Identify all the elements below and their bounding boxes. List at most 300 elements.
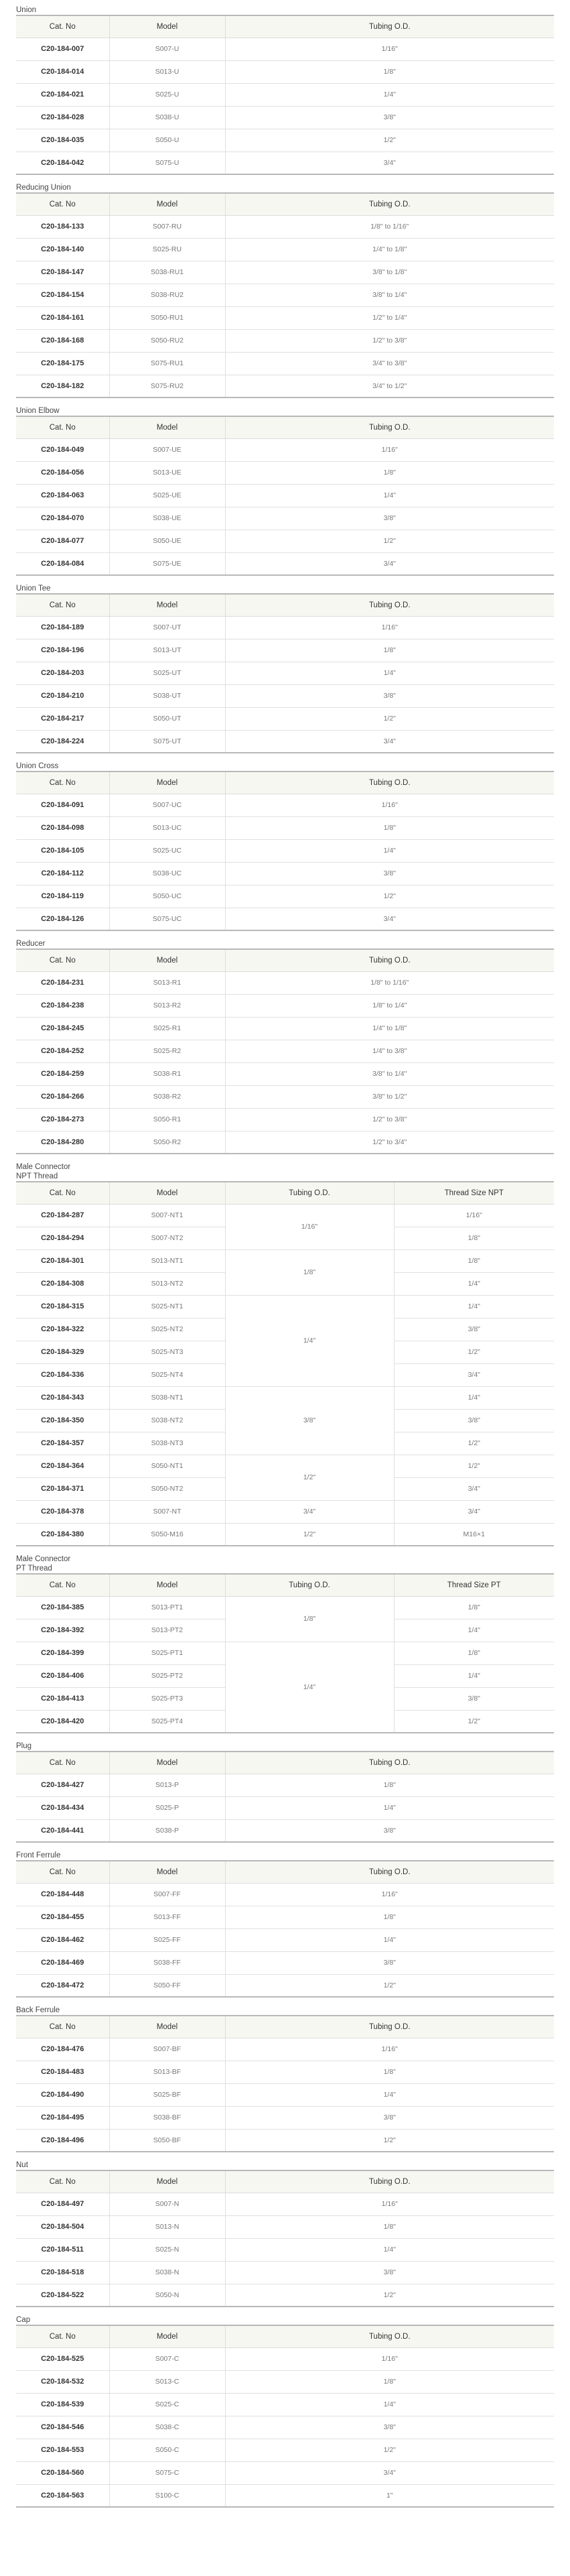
model-cell: S013-R2 [109, 994, 225, 1017]
cat-no-cell: C20-184-252 [16, 1040, 109, 1062]
section-title: Union Tee [16, 585, 51, 593]
model-cell: S075-RU2 [109, 375, 225, 397]
section-title: Cap [16, 2316, 31, 2324]
model-cell: S100-C [109, 2484, 225, 2507]
model-cell: S025-U [109, 83, 225, 106]
table-row [16, 1204, 554, 1227]
model-header: Model [109, 1574, 225, 1596]
cat-no-cell: C20-184-105 [16, 839, 109, 862]
cat-no-cell: C20-184-014 [16, 60, 109, 83]
model-cell: S007-UT [109, 616, 225, 639]
table-row [16, 1455, 554, 1477]
table-row [16, 2370, 554, 2393]
cat-no-cell: C20-184-112 [16, 862, 109, 885]
table-row [16, 106, 554, 129]
model-cell: S038-UC [109, 862, 225, 885]
table-row [16, 616, 554, 639]
model-cell: S050-UT [109, 707, 225, 730]
model-cell: S075-UE [109, 552, 225, 575]
cat-no-cell: C20-184-035 [16, 129, 109, 151]
tubing-cell: 1/8" [225, 2061, 554, 2083]
table-row [16, 2106, 554, 2129]
model-cell: S013-BF [109, 2061, 225, 2083]
model-cell: S038-R2 [109, 1085, 225, 1108]
spec-table [16, 192, 554, 398]
tubing-header: Tubing O.D. [225, 15, 554, 38]
table-row [16, 329, 554, 352]
catalog-page [16, 0, 554, 2508]
thread-size-cell: 1/8" [394, 1249, 554, 1272]
section-title: Plug [16, 1742, 32, 1750]
tubing-cell: 1/4" [225, 1295, 394, 1386]
header-row [16, 1861, 554, 1883]
thread-size-cell: 1/2" [394, 1432, 554, 1455]
cat-no-cell: C20-184-077 [16, 530, 109, 552]
table-row [16, 507, 554, 530]
tubing-cell: 1/2" [225, 885, 554, 908]
cat-no-cell: C20-184-364 [16, 1455, 109, 1477]
table-row [16, 1500, 554, 1523]
thread-size-cell: 1/8" [394, 1596, 554, 1619]
table-row [16, 816, 554, 839]
table-row [16, 2061, 554, 2083]
spec-table [16, 416, 554, 576]
model-cell: S038-NT3 [109, 1432, 225, 1455]
model-cell: S050-RU1 [109, 306, 225, 329]
spec-table [16, 2015, 554, 2152]
tubing-header: Tubing O.D. [225, 2325, 554, 2347]
tubing-cell: 1/2" [225, 2284, 554, 2307]
tubing-cell: 1/4" [225, 2083, 554, 2106]
tubing-cell: 3/8" to 1/2" [225, 1085, 554, 1108]
spec-table [16, 2170, 554, 2307]
table-row [16, 306, 554, 329]
model-cell: S025-NT2 [109, 1318, 225, 1341]
model-cell: S013-FF [109, 1906, 225, 1928]
model-cell: S007-RU [109, 215, 225, 238]
table-row [16, 908, 554, 930]
thread-size-cell: 1/8" [394, 1227, 554, 1249]
model-cell: S007-BF [109, 2038, 225, 2061]
model-header: Model [109, 1752, 225, 1774]
cat-no-header: Cat. No [16, 1861, 109, 1883]
tubing-cell: 1/8" [225, 639, 554, 662]
cat-no-cell: C20-184-042 [16, 151, 109, 174]
table-row [16, 284, 554, 306]
model-cell: S050-RU2 [109, 329, 225, 352]
model-header: Model [109, 949, 225, 971]
cat-no-cell: C20-184-224 [16, 730, 109, 753]
header-row [16, 772, 554, 794]
tubing-cell: 3/8" [225, 2416, 554, 2439]
tubing-cell: 1/8" [225, 2370, 554, 2393]
cat-no-cell: C20-184-007 [16, 38, 109, 60]
model-cell: S013-N [109, 2215, 225, 2238]
table-row [16, 1017, 554, 1040]
tubing-header: Tubing O.D. [225, 1574, 394, 1596]
model-cell: S007-U [109, 38, 225, 60]
cat-no-cell: C20-184-259 [16, 1062, 109, 1085]
table-row [16, 2193, 554, 2215]
model-cell: S038-N [109, 2261, 225, 2284]
model-cell: S038-NT1 [109, 1386, 225, 1409]
cat-no-cell: C20-184-189 [16, 616, 109, 639]
thread-size-cell: 3/8" [394, 1409, 554, 1432]
tubing-cell: 1/2" [225, 1455, 394, 1500]
cat-no-cell: C20-184-203 [16, 662, 109, 684]
table-row [16, 129, 554, 151]
cat-no-header: Cat. No [16, 772, 109, 794]
model-cell: S025-PT2 [109, 1664, 225, 1687]
model-cell: S013-UC [109, 816, 225, 839]
section-title: Union [16, 6, 37, 14]
header-row [16, 949, 554, 971]
model-cell: S025-FF [109, 1928, 225, 1951]
model-cell: S025-PT1 [109, 1642, 225, 1664]
cat-no-cell: C20-184-329 [16, 1341, 109, 1363]
cat-no-cell: C20-184-413 [16, 1687, 109, 1710]
model-cell: S050-BF [109, 2129, 225, 2152]
model-cell: S013-UE [109, 461, 225, 484]
cat-no-cell: C20-184-427 [16, 1774, 109, 1796]
table-row [16, 839, 554, 862]
header-row [16, 2016, 554, 2038]
cat-no-cell: C20-184-091 [16, 794, 109, 816]
tubing-cell: 1/8" [225, 60, 554, 83]
tubing-header: Tubing O.D. [225, 772, 554, 794]
section-title-text: Male Connector [16, 1163, 71, 1171]
tubing-cell: 3/8" [225, 1386, 394, 1455]
tubing-cell: 1/8" [225, 461, 554, 484]
model-cell: S038-FF [109, 1951, 225, 1974]
model-cell: S075-C [109, 2461, 225, 2484]
spec-table [16, 1181, 554, 1546]
cat-no-cell: C20-184-175 [16, 352, 109, 375]
thread-size-cell: 3/8" [394, 1687, 554, 1710]
table-row [16, 83, 554, 106]
cat-no-cell: C20-184-140 [16, 238, 109, 261]
model-cell: S050-NT1 [109, 1455, 225, 1477]
cat-no-cell: C20-184-385 [16, 1596, 109, 1619]
cat-no-cell: C20-184-168 [16, 329, 109, 352]
table-row [16, 1928, 554, 1951]
table-row [16, 1796, 554, 1819]
table-row [16, 2393, 554, 2416]
model-header: Model [109, 2016, 225, 2038]
tubing-cell: 3/8" [225, 2261, 554, 2284]
model-cell: S013-R1 [109, 971, 225, 994]
tubing-cell: 1/2" to 1/4" [225, 306, 554, 329]
cat-no-cell: C20-184-231 [16, 971, 109, 994]
table-row [16, 1951, 554, 1974]
cat-no-cell: C20-184-056 [16, 461, 109, 484]
model-cell: S050-U [109, 129, 225, 151]
tubing-cell: 3/4" [225, 1500, 394, 1523]
thread-size-cell: 3/4" [394, 1500, 554, 1523]
cat-no-cell: C20-184-371 [16, 1477, 109, 1500]
tubing-cell: 1/16" [225, 438, 554, 461]
section-title: Reducer [16, 940, 46, 948]
spec-table [16, 771, 554, 931]
table-row [16, 1819, 554, 1842]
model-cell: S050-NT2 [109, 1477, 225, 1500]
cat-no-cell: C20-184-462 [16, 1928, 109, 1951]
thread-size-cell: 1/16" [394, 1204, 554, 1227]
tubing-cell: 3/8" to 1/4" [225, 284, 554, 306]
model-cell: S038-RU2 [109, 284, 225, 306]
model-cell: S025-P [109, 1796, 225, 1819]
cat-no-cell: C20-184-563 [16, 2484, 109, 2507]
thread-size-cell: 1/4" [394, 1386, 554, 1409]
cat-no-cell: C20-184-028 [16, 106, 109, 129]
model-header: Model [109, 416, 225, 438]
spec-table [16, 1751, 554, 1843]
model-cell: S007-NT2 [109, 1227, 225, 1249]
table-row [16, 2347, 554, 2370]
thread-size-cell: 3/4" [394, 1477, 554, 1500]
spec-table [16, 15, 554, 175]
model-cell: S025-NT1 [109, 1295, 225, 1318]
model-cell: S013-PT1 [109, 1596, 225, 1619]
table-row [16, 794, 554, 816]
table-row [16, 1386, 554, 1409]
tubing-cell: 1/16" [225, 2193, 554, 2215]
table-row [16, 2238, 554, 2261]
cat-no-cell: C20-184-315 [16, 1295, 109, 1318]
cat-no-cell: C20-184-287 [16, 1204, 109, 1227]
cat-no-header: Cat. No [16, 2170, 109, 2193]
tubing-header: Tubing O.D. [225, 594, 554, 616]
model-cell: S007-UE [109, 438, 225, 461]
model-cell: S038-BF [109, 2106, 225, 2129]
model-header: Model [109, 1861, 225, 1883]
thread-size-cell: 1/4" [394, 1619, 554, 1642]
model-cell: S025-RU [109, 238, 225, 261]
table-row [16, 1108, 554, 1131]
cat-no-cell: C20-184-161 [16, 306, 109, 329]
cat-no-cell: C20-184-084 [16, 552, 109, 575]
table-row [16, 1085, 554, 1108]
table-row [16, 1774, 554, 1796]
thread-size-header: Thread Size NPT [394, 1182, 554, 1204]
tubing-cell: 1/8" to 1/16" [225, 971, 554, 994]
tubing-cell: 1/2" [225, 1523, 394, 1546]
table-row [16, 730, 554, 753]
cat-no-cell: C20-184-070 [16, 507, 109, 530]
model-cell: S007-NT1 [109, 1204, 225, 1227]
cat-no-header: Cat. No [16, 193, 109, 215]
model-header: Model [109, 2325, 225, 2347]
tubing-header: Tubing O.D. [225, 416, 554, 438]
section-title: Front Ferrule [16, 1851, 61, 1859]
thread-size-cell: 1/2" [394, 1341, 554, 1363]
table-row [16, 375, 554, 397]
cat-no-cell: C20-184-406 [16, 1664, 109, 1687]
header-row [16, 15, 554, 38]
table-row [16, 1295, 554, 1318]
spec-table [16, 2325, 554, 2508]
model-cell: S075-U [109, 151, 225, 174]
model-cell: S038-R1 [109, 1062, 225, 1085]
tubing-cell: 1/4" to 1/8" [225, 1017, 554, 1040]
tubing-header: Tubing O.D. [225, 949, 554, 971]
cat-no-header: Cat. No [16, 594, 109, 616]
table-row [16, 438, 554, 461]
cat-no-header: Cat. No [16, 15, 109, 38]
cat-no-cell: C20-184-021 [16, 83, 109, 106]
cat-no-cell: C20-184-434 [16, 1796, 109, 1819]
cat-no-cell: C20-184-546 [16, 2416, 109, 2439]
cat-no-cell: C20-184-357 [16, 1432, 109, 1455]
cat-no-cell: C20-184-455 [16, 1906, 109, 1928]
cat-no-cell: C20-184-448 [16, 1883, 109, 1906]
cat-no-cell: C20-184-343 [16, 1386, 109, 1409]
table-row [16, 352, 554, 375]
model-cell: S013-C [109, 2370, 225, 2393]
model-cell: S013-P [109, 1774, 225, 1796]
model-header: Model [109, 193, 225, 215]
table-row [16, 38, 554, 60]
cat-no-cell: C20-184-483 [16, 2061, 109, 2083]
table-row [16, 2215, 554, 2238]
header-row [16, 2325, 554, 2347]
tubing-cell: 1/2" [225, 129, 554, 151]
tubing-cell: 1/8" to 1/16" [225, 215, 554, 238]
model-header: Model [109, 2170, 225, 2193]
tubing-cell: 1/8" [225, 2215, 554, 2238]
table-row [16, 2416, 554, 2439]
model-cell: S038-P [109, 1819, 225, 1842]
model-cell: S050-UC [109, 885, 225, 908]
table-row [16, 994, 554, 1017]
tubing-cell: 1/16" [225, 38, 554, 60]
model-cell: S075-RU1 [109, 352, 225, 375]
tubing-header: Tubing O.D. [225, 2016, 554, 2038]
thread-size-cell: 1/2" [394, 1455, 554, 1477]
table-row [16, 1596, 554, 1619]
cat-no-cell: C20-184-273 [16, 1108, 109, 1131]
thread-size-cell: 3/8" [394, 1318, 554, 1341]
table-row [16, 662, 554, 684]
cat-no-cell: C20-184-182 [16, 375, 109, 397]
tubing-cell: 1/8" [225, 1596, 394, 1642]
tubing-cell: 3/4" [225, 730, 554, 753]
tubing-cell: 3/8" to 1/8" [225, 261, 554, 284]
cat-no-cell: C20-184-441 [16, 1819, 109, 1842]
tubing-cell: 1/8" to 1/4" [225, 994, 554, 1017]
tubing-cell: 1/2" [225, 2439, 554, 2461]
tubing-header: Tubing O.D. [225, 1861, 554, 1883]
table-row [16, 1523, 554, 1546]
table-row [16, 1974, 554, 1997]
model-cell: S050-UE [109, 530, 225, 552]
tubing-cell: 3/8" [225, 1819, 554, 1842]
cat-no-cell: C20-184-392 [16, 1619, 109, 1642]
cat-no-cell: C20-184-525 [16, 2347, 109, 2370]
cat-no-cell: C20-184-420 [16, 1710, 109, 1733]
spec-table [16, 1573, 554, 1733]
model-cell: S025-UE [109, 484, 225, 507]
table-row [16, 151, 554, 174]
cat-no-cell: C20-184-378 [16, 1500, 109, 1523]
tubing-cell: 1/2" [225, 707, 554, 730]
cat-no-cell: C20-184-504 [16, 2215, 109, 2238]
tubing-cell: 3/8" [225, 106, 554, 129]
cat-no-cell: C20-184-147 [16, 261, 109, 284]
tubing-cell: 1/4" [225, 1796, 554, 1819]
table-row [16, 2261, 554, 2284]
model-cell: S025-BF [109, 2083, 225, 2106]
table-row [16, 1249, 554, 1272]
header-row [16, 1182, 554, 1204]
cat-no-header: Cat. No [16, 1182, 109, 1204]
cat-no-header: Cat. No [16, 1574, 109, 1596]
cat-no-cell: C20-184-098 [16, 816, 109, 839]
table-row [16, 60, 554, 83]
tubing-cell: 1/8" [225, 1774, 554, 1796]
section-title-text: Male Connector [16, 1555, 71, 1563]
table-row [16, 971, 554, 994]
tubing-cell: 1/2" [225, 530, 554, 552]
cat-no-cell: C20-184-133 [16, 215, 109, 238]
cat-no-cell: C20-184-518 [16, 2261, 109, 2284]
model-cell: S025-PT4 [109, 1710, 225, 1733]
tubing-cell: 1/4" [225, 1928, 554, 1951]
table-row [16, 215, 554, 238]
cat-no-cell: C20-184-301 [16, 1249, 109, 1272]
cat-no-cell: C20-184-476 [16, 2038, 109, 2061]
cat-no-cell: C20-184-210 [16, 684, 109, 707]
tubing-cell: 1/16" [225, 2038, 554, 2061]
table-row [16, 2284, 554, 2307]
cat-no-header: Cat. No [16, 2325, 109, 2347]
table-row [16, 1040, 554, 1062]
header-row [16, 2170, 554, 2193]
model-cell: S013-U [109, 60, 225, 83]
model-cell: S050-N [109, 2284, 225, 2307]
section-title: Union Cross [16, 762, 59, 770]
tubing-cell: 1/16" [225, 1883, 554, 1906]
tubing-cell: 1/16" [225, 2347, 554, 2370]
tubing-cell: 1/2" to 3/8" [225, 1108, 554, 1131]
model-cell: S050-R2 [109, 1131, 225, 1154]
tubing-cell: 1/4" [225, 83, 554, 106]
tubing-cell: 1/8" [225, 1906, 554, 1928]
tubing-cell: 3/8" to 1/4" [225, 1062, 554, 1085]
tubing-cell: 3/4" [225, 908, 554, 930]
header-row [16, 1752, 554, 1774]
header-row [16, 1574, 554, 1596]
tubing-cell: 1/4" [225, 2393, 554, 2416]
tubing-cell: 3/8" [225, 862, 554, 885]
spec-table [16, 593, 554, 753]
cat-no-header: Cat. No [16, 949, 109, 971]
section-title [16, 1549, 554, 1573]
model-cell: S050-M16 [109, 1523, 225, 1546]
table-row [16, 2461, 554, 2484]
tubing-cell: 1/2" [225, 2129, 554, 2152]
table-row [16, 707, 554, 730]
model-header: Model [109, 1182, 225, 1204]
cat-no-cell: C20-184-119 [16, 885, 109, 908]
model-cell: S075-UC [109, 908, 225, 930]
model-cell: S038-NT2 [109, 1409, 225, 1432]
table-row [16, 2439, 554, 2461]
table-row [16, 484, 554, 507]
table-row [16, 2484, 554, 2507]
table-row [16, 639, 554, 662]
tubing-cell: 1/2" to 3/8" [225, 329, 554, 352]
